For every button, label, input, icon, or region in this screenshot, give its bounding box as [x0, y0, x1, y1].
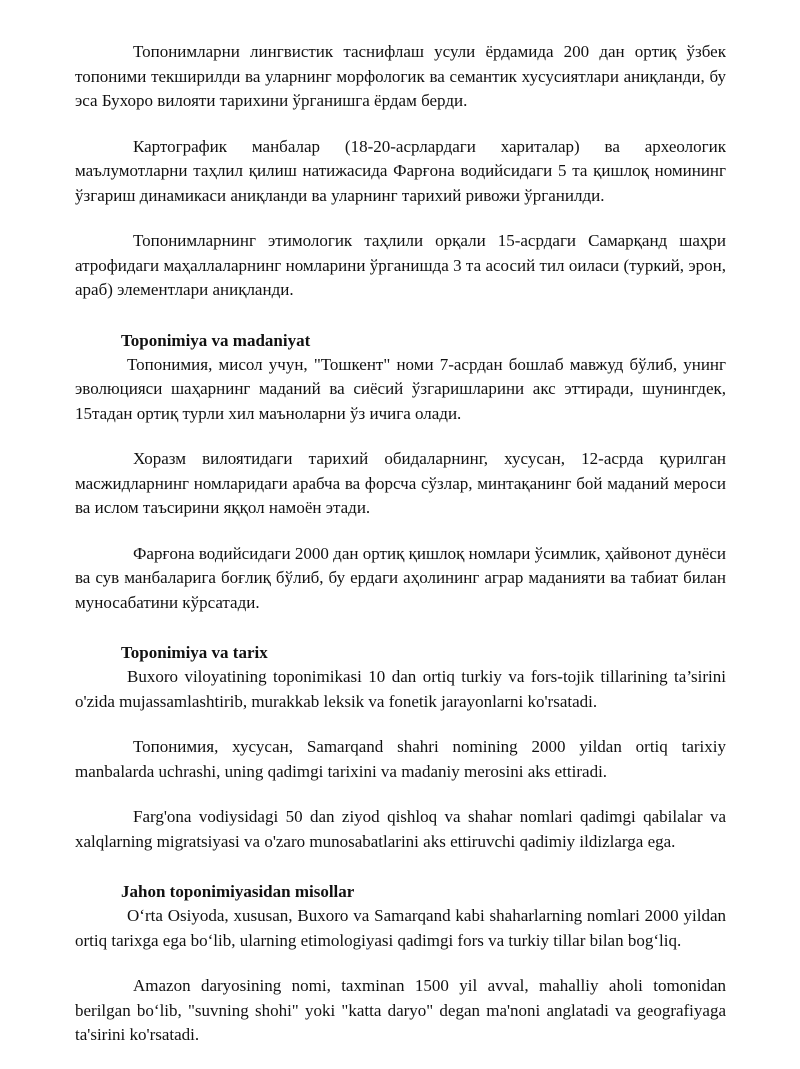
paragraph: Топонимларни лингвистик таснифлаш усули ёрдамида 200 дан ортиқ ўзбек топоними текширилди ва уларнинг морфологик ва семантик хусусиятлари аниқланди, бу эса Бухоро вилояти тарихини ўрганишга ёрдам берди. — [75, 42, 726, 110]
document-page — [75, 40, 726, 1069]
paragraph: Топонимларнинг этимологик таҳлили орқали 15-асрдаги Самарқанд шаҳри атрофидаги маҳаллаларнинг номларини ўрганишда 3 та асосий тил оиласи (туркий, эрон, араб) элементлари аниқланди. — [75, 231, 726, 299]
paragraph: Топонимия, хусусан, Samarqand shahri nomining 2000 yildan ortiq tarixiy manbalarda uchrashi, uning qadimgi tarixini va madaniy merosini aks ettiradi. — [75, 737, 726, 781]
paragraph: Фарғона водийсидаги 2000 дан ортиқ қишлоқ номлари ўсимлик, ҳайвонот дунёси ва сув манбаларига боғлиқ бўлиб, бу ердаги аҳолининг аграр маданияти ва табиат билан муносабатини кўрсатади. — [75, 543, 726, 612]
section-heading-world: Jahon toponimiyasidan misollar — [121, 882, 355, 901]
paragraph: O‘rta Osiyoda, xususan, Buxoro va Samarqand kabi shaharlarning nomlari 2000 yildan ortiq tarixga ega bo‘lib, ularning etimologiyasi qadimgi fors va turkiy tillar bilan bog‘liq. — [75, 906, 726, 950]
paragraph: Хоразм вилоятидаги тарихий обидаларнинг, хусусан, 12-асрда қурилган масжидларнинг номларидаги арабча ва форсча сўзлар, минтақанинг бой маданий мероси ва ислом таъсирини яққол намоён этади. — [75, 449, 726, 517]
paragraph: Farg'ona vodiysidagi 50 dan ziyod qishloq va shahar nomlari qadimgi qabilalar va xalqlarning migratsiyasi va o'zaro munosabatlarini aks ettiruvchi qadimiy ildizlarga ega. — [75, 807, 726, 851]
section-heading-history: Toponimiya va tarix — [121, 643, 268, 662]
paragraph: Amazon daryosining nomi, taxminan 1500 yil avval, mahalliy aholi tomonidan berilgan bo‘lib, "suvning shohi" yoki "katta daryo" degan ma'noni anglatadi va geografiyaga ta'sirini ko'rsatadi. — [75, 976, 726, 1044]
paragraph: Buxoro viloyatining toponimikasi 10 dan ortiq turkiy va fors-tojik tillarining ta’sirini o'zida mujassamlashtirib, murakkab leksik va fonetik jarayonlarni ko'rsatadi. — [75, 667, 726, 711]
section-heading-culture: Toponimiya va madaniyat — [121, 330, 311, 350]
paragraph: Топонимия, мисол учун, "Тошкент" номи 7-асрдан бошлаб мавжуд бўлиб, унинг эволюцияси шаҳарнинг маданий ва сиёсий ўзгаришларини акс эттиради, шунингдек, 15тадан ортиқ турли хил маъноларни ўз ичига олади. — [75, 354, 726, 423]
paragraph: Картографик манбалар (18-20-асрлардаги хариталар) ва археологик маълумотларни таҳлил қилиш натижасида Фарғона водийсидаги 5 та қишлоқ номининг ўзгариш динамикаси аниқланди ва уларнинг тарихий ривожи ўрганилди. — [75, 136, 726, 205]
